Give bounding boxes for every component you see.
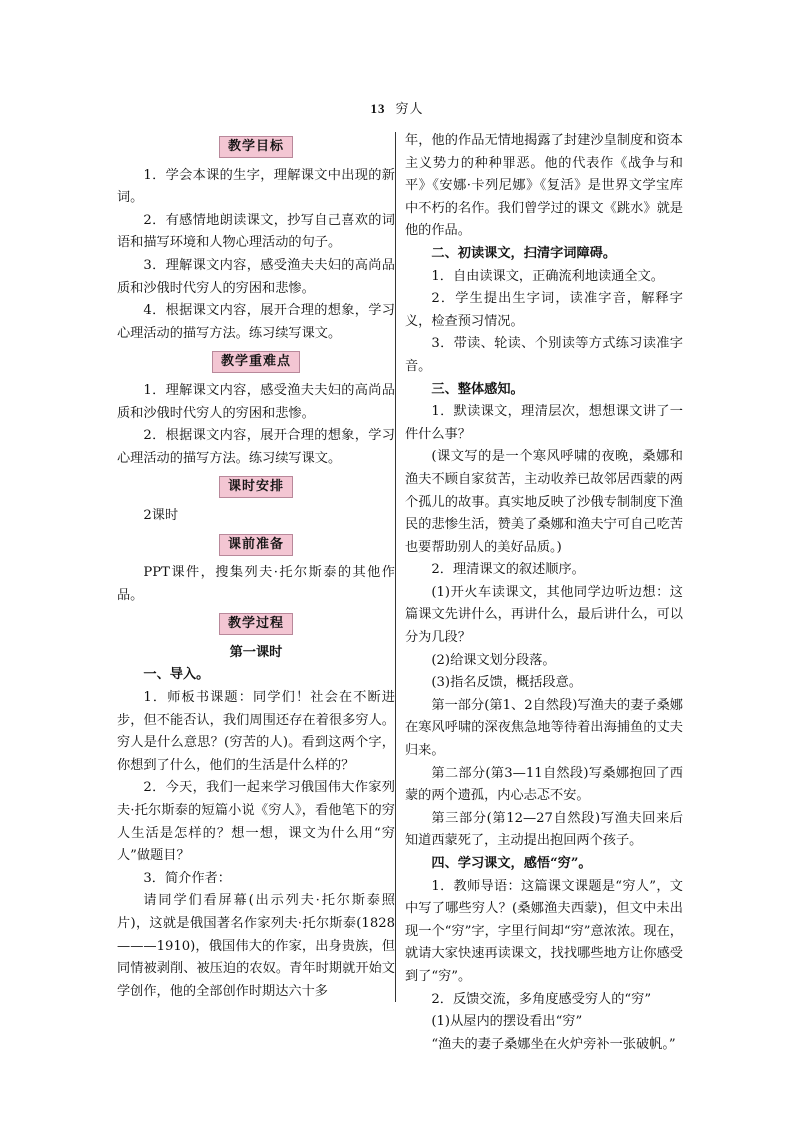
page-number: 13 bbox=[370, 101, 386, 116]
key-point-item: 2．根据课文内容，展开合理的想象，学习心理活动的描写方法。练习续写课文。 bbox=[117, 428, 395, 466]
key-point-item: 1．理解课文内容，感受渔夫夫妇的高尚品质和沙俄时代穷人的穷困和悲惨。 bbox=[117, 382, 395, 421]
section-intro: 一、导入。 bbox=[143, 667, 210, 683]
paragraph: (2)给课文划分段落。 bbox=[431, 652, 556, 668]
paragraph: “渔夫的妻子桑娜坐在火炉旁补一张破帆。” bbox=[431, 1036, 676, 1052]
paragraph: 1．教师导语：这篇课文课题是“穷人”，文中写了哪些穷人？(桑娜渔夫西蒙)，但文中未出现一个“穷”字，字里行间却“穷”意浓浓。现在，就请大家快速再读课文，找找哪些地方让你感受到了“穷”。 bbox=[405, 878, 683, 984]
paragraph: 3．简介作者： bbox=[143, 870, 231, 886]
paragraph: 第一部分(第1、2自然段)写渔夫的妻子桑娜在寒风呼啸的深夜焦急地等待着出海捕鱼的丈夫归来。 bbox=[405, 697, 683, 759]
section-first-reading: 二、初读课文，扫清字词障碍。 bbox=[431, 245, 617, 261]
paragraph: 2．理清课文的叙述顺序。 bbox=[431, 562, 585, 578]
page-title bbox=[0, 98, 794, 117]
heading-key-points: 教学重难点 bbox=[212, 351, 300, 373]
preparation-text: PPT课件，搜集列夫·托尔斯泰的其他作品。 bbox=[117, 565, 395, 603]
goal-item: 2．有感情地朗读课文，抄写自己喜欢的词语和描写环境和人物心理活动的句子。 bbox=[117, 212, 395, 251]
paragraph: 3．带读、轮读、个别读等方式练习读准字音。 bbox=[405, 336, 683, 374]
paragraph: 年，他的作品无情地揭露了封建沙皇制度和资本主义势力的种种罪恶。他的代表作《战争与和平》《安娜·卡列尼娜》《复活》是世界文学宝库中不朽的名作。我们曾学过的课文《跳水》就是他的作品。 bbox=[405, 133, 683, 239]
lesson-title: 穷人 bbox=[395, 102, 424, 117]
goal-item: 1．学会本课的生字，理解课文中出现的新词。 bbox=[117, 167, 395, 206]
heading-teaching-goals: 教学目标 bbox=[219, 136, 293, 158]
paragraph: 1．师板书课题：同学们！社会在不断进步，但不能否认，我们周围还存在着很多穷人。穷人是什么意思？(穷苦的人)。看到这两个字，你想到了什么，他们的生活是什么样的？ bbox=[117, 690, 395, 773]
paragraph: 2．今天，我们一起来学习俄国伟大作家列夫·托尔斯泰的短篇小说《穷人》，看他笔下的穷人生活是怎样的？想一想，课文为什么用“穷人”做题目？ bbox=[117, 780, 395, 864]
paragraph: 第三部分(第12—27自然段)写渔夫回来后知道西蒙死了，主动提出抱回两个孩子。 bbox=[405, 810, 683, 849]
paragraph: (1)开火车读课文，其他同学边听边想：这篇课文先讲什么，再讲什么，最后讲什么，可以分为几段？ bbox=[405, 584, 683, 646]
paragraph: 1．自由读课文，正确流利地读通全文。 bbox=[431, 268, 664, 284]
paragraph: 2．学生提出生字词，读准字音，解释字义，检查预习情况。 bbox=[405, 291, 683, 329]
heading-preparation: 课前准备 bbox=[219, 534, 293, 556]
paragraph: (1)从屋内的摆设看出“穷” bbox=[431, 1014, 583, 1030]
goal-item: 4．根据课文内容，展开合理的想象，学习心理活动的描写方法。练习续写课文。 bbox=[117, 303, 395, 341]
paragraph: 第二部分(第3—11自然段)写桑娜抱回了西蒙的两个遗孤，内心忐忑不安。 bbox=[405, 765, 683, 804]
paragraph: 请同学们看屏幕(出示列夫·托尔斯泰照片)，这就是俄国著名作家列夫·托尔斯泰(1828———1910)，俄国伟大的作家，出身贵族，但同情被剥削、被压迫的农奴。青年时期就开始文学创作，他的全部创作时期达六十多 bbox=[117, 893, 395, 999]
paragraph: 2．反馈交流，多角度感受穷人的“穷” bbox=[431, 991, 652, 1007]
column-divider bbox=[395, 132, 396, 1002]
section-overall: 三、整体感知。 bbox=[431, 381, 524, 397]
paragraph: (课文写的是一个寒风呼啸的夜晚，桑娜和渔夫不顾自家贫苦，主动收养已故邻居西蒙的两个孤儿的故事。真实地反映了沙俄专制制度下渔民的悲惨生活，赞美了桑娜和渔夫宁可自己吃苦也要帮助别人的美好品质。) bbox=[405, 449, 683, 555]
left-column bbox=[117, 130, 395, 1003]
schedule-text: 2课时 bbox=[143, 507, 179, 523]
goal-item: 3．理解课文内容，感受渔夫夫妇的高尚品质和沙俄时代穷人的穷困和悲惨。 bbox=[117, 257, 395, 296]
paragraph: (3)指名反馈，概括段意。 bbox=[431, 675, 582, 691]
heading-process: 教学过程 bbox=[219, 613, 293, 635]
heading-schedule: 课时安排 bbox=[219, 476, 293, 498]
lesson-one-label: 第一课时 bbox=[229, 644, 283, 660]
section-study: 四、学习课文，感悟“穷”。 bbox=[431, 856, 592, 871]
paragraph: 1．默读课文，理清层次，想想课文讲了一件什么事？ bbox=[405, 404, 683, 442]
right-column bbox=[405, 130, 683, 1056]
